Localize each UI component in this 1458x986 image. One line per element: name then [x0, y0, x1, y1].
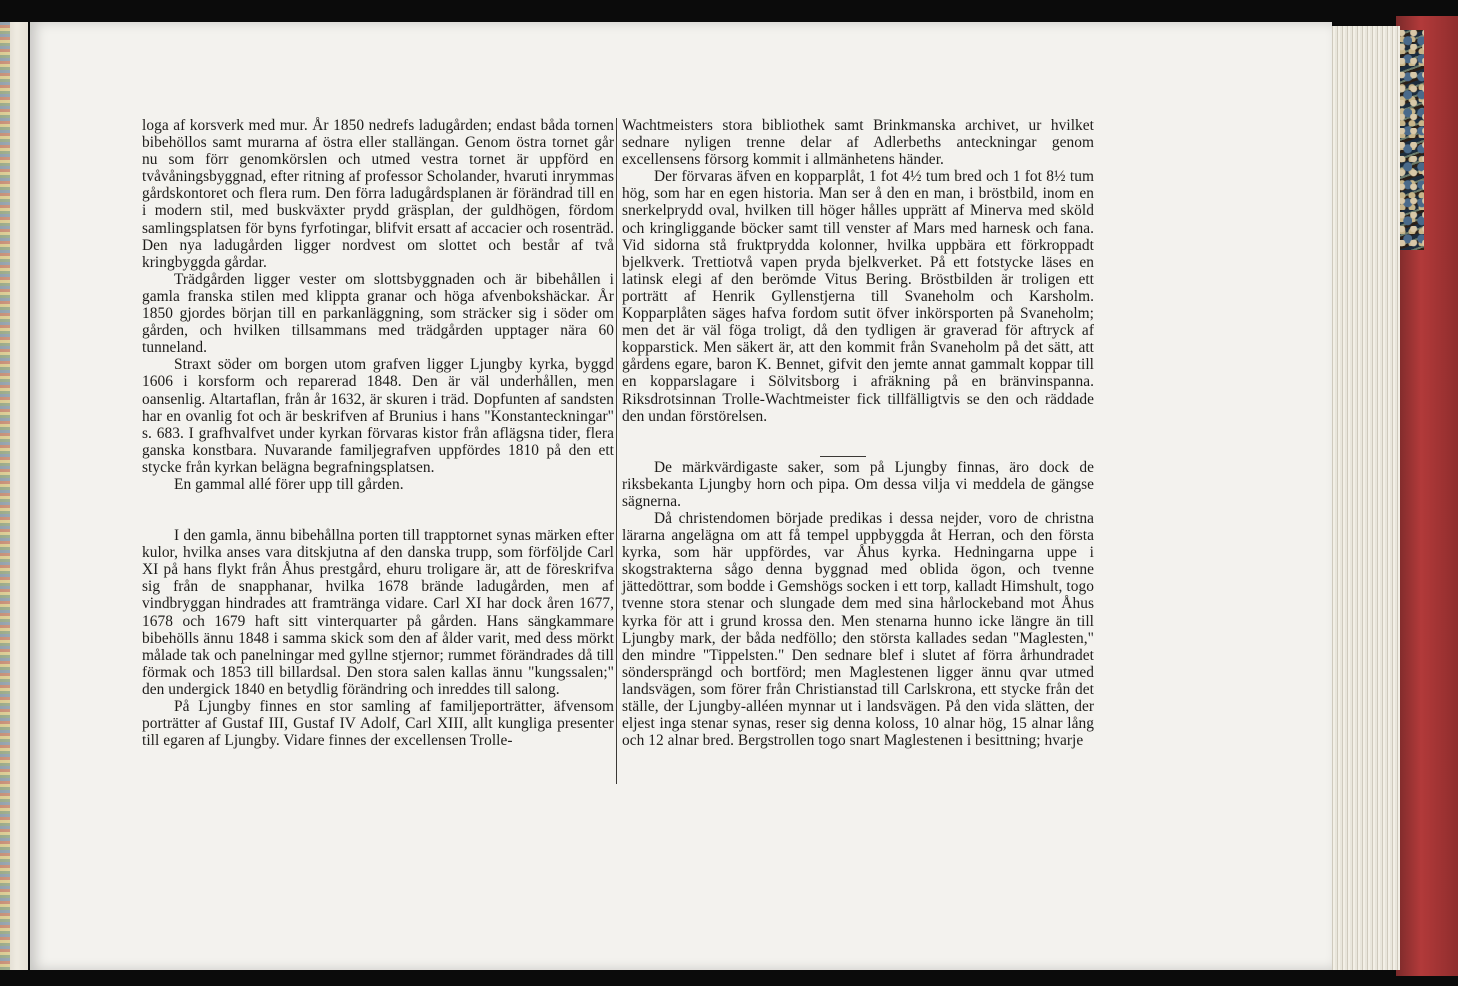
paragraph: På Ljungby finnes en stor samling af familjeporträtter, äfvensom porträtter af Gustaf III, Gustaf IV Adolf, Carl XIII, allt kungliga presenter till egaren af Ljungby. Vidare finnes der excellensen Trolle-: [142, 698, 614, 750]
left-binding-stitching: [0, 22, 10, 970]
paragraph: Der förvaras äfven en kopparplåt, 1 fot 4½ tum bred och 1 fot 8½ tum hög, som har en egen historia. Man ser å den en man, i bröstbild, inom en snerkelprydd oval, hvilken till höger hålles upprätt af Minerva med sköld och kringliggande böcker samt till venster af Mars med harnesk och fana. Vid sidorna stå fruktprydda kolonner, hvilka uppbära ett förkroppadt bjelkverk. Trettiotvå vapen pryda bjelkverket. På ett fotstycke läses en latinsk elegi af den berömde Vitus Bering. Bröstbilden är troligen ett porträtt af Henrik Gyllenstjerna till Svaneholm och Karsholm. Kopparplåten säges hafva fordom sutit öfver inkörsporten på Svaneholm; men det är väl föga troligt, då den tydligen är graverad för aftryck af kopparstick. Men säkert är, att den kommit från Svaneholm på det sätt, att gårdens egare, baron K. Bennet, gifvit den jemte annat gammalt koppar till en kopparslagare i Sölvitsborg i afräkning på en bränvinspanna. Riksdrotsinnan Trolle-Wachtmeister fick tillfälligtvis se den och räddade den undan förstörelsen.: [622, 168, 1094, 425]
paragraph: De märkvärdigaste saker, som på Ljungby finnas, äro dock de riksbekanta Ljungby horn och pipa. Om dessa vilja vi meddela de gängse sägnerna.: [622, 458, 1094, 510]
paragraph: Straxt söder om borgen utom grafven ligger Ljungby kyrka, byggd 1606 i korsform och reparerad 1848. Den är väl underhållen, men oansenlig. Altartaflan, från år 1632, är skuren i träd. Dopfunten af sandsten har en ovanlig fot och är beskrifven af Brunius i hans "Konstanteckningar" s. 683. I grafhvalfvet under kyrkan förvaras kistor från aflägsna tider, flera ganska konstbara. Nuvarande familjegrafven uppfördes 1810 på den ett stycke från kyrkan belägna begrafningsplatsen.: [142, 356, 614, 476]
section-rule: [820, 456, 866, 457]
paragraph: I den gamla, ännu bibehållna porten till trapptornet synas märken efter kulor, hvilka anses vara ditskjutna af den danska trupp, som förföljde Carl XI på hans flykt från Åhus prestgård, ehuru troligare är, att de föreskrifva sig från de snapphanar, hvilka 1678 brände ladugården, men af vindbryggan hindrades att framtränga vidare. Carl XI har dock åren 1677, 1678 och 1679 haft sitt vinterquarter på gården. Hans sängkammare bibehölls ännu 1848 i samma skick som den af ålder varit, med dess mörkt målade tak och panelningar med gyllne stjernor; rummet förändrades då till förmak och 1853 till billardsal. Den stora salen kallas ännu "kungssalen;" den undergick 1840 en betydlig förändring och inreddes till salong.: [142, 527, 614, 698]
paragraph: Då christendomen började predikas i dessa nejder, voro de christna lärarna angelägna om att få tempel uppbyggda åt Herran, och den första kyrka, som här uppfördes, var Åhus kyrka. Hedningarna uppe i skogstrakterna sågo denna byggnad med oblida ögon, och tvenne jättedöttrar, som bodde i Gemshögs socken i ett torp, kalladt Himshult, togo tvenne stora stenar och slungade dem med sina hårlockeband mot Åhus kyrka för att i grund krossa den. Men stenarna hunno icke längre än till Ljungby mark, der båda nedföllo; den största kallades sedan "Maglesten," den mindre "Tippelsten." Den sednare blef i slutet af förra århundradet söndersprängd och bortförd; men Maglestenen ligger ännu qvar utmed landsvägen, som förer från Christianstad till Carlskrona, ett stycke från det ställe, der Ljungby-alléen mynnar ut i landsvägen. På den vida slätten, der eljest inga stenar synas, reser sig denna koloss, 10 alnar hög, 15 alnar lång och 12 alnar bred. Bergstrollen togo snart Maglestenen i besittning; hvarje: [622, 509, 1094, 750]
left-text-column: [142, 117, 614, 749]
paragraph: Wachtmeisters stora bibliothek samt Brinkmanska archivet, ur hvilket sednare nyligen trenne delar af Adlerbeths anteckningar genom excellensens försorg kommit i allmänhetens händer.: [622, 117, 1094, 169]
column-divider: [616, 118, 617, 784]
paragraph: En gammal allé förer upp till gården.: [174, 475, 404, 493]
right-text-column: [622, 117, 1094, 749]
marbled-endpaper: [1398, 30, 1424, 250]
paragraph: Trädgården ligger vester om slottsbyggnaden och är bibehållen i gamla franska stilen med klippta granar och höga afvenbokshäckar. År 1850 gjordes början till en parkanläggning, som sträcker sig i söder om gården, och hvilken tillsammans med trädgården upptager nära 60 tunneland.: [142, 270, 614, 357]
paragraph: loga af korsverk med mur. År 1850 nedrefs ladugården; endast båda tornen bibehöllos samt murarna af östra eller stallängan. Genom östra tornet går nu som förr genomkörslen och utmed vestra tornet är uppförd en tvåvåningsbyggnad, efter ritning af professor Scholander, hvaruti inrymmas gårdskontoret och flera rum. Den förra ladugårdsplanen är förändrad till en i modern stil, med buskväxter prydd gräsplan, der guldhögen, fördom samlingsplatsen för byns fyrfotingar, blifvit ersatt af accacier och rosenträd. Den nya ladugården ligger nordvest om slottet och består af två kringbyggda gårdar.: [142, 117, 614, 271]
page-block-fore-edge: [1330, 26, 1400, 970]
